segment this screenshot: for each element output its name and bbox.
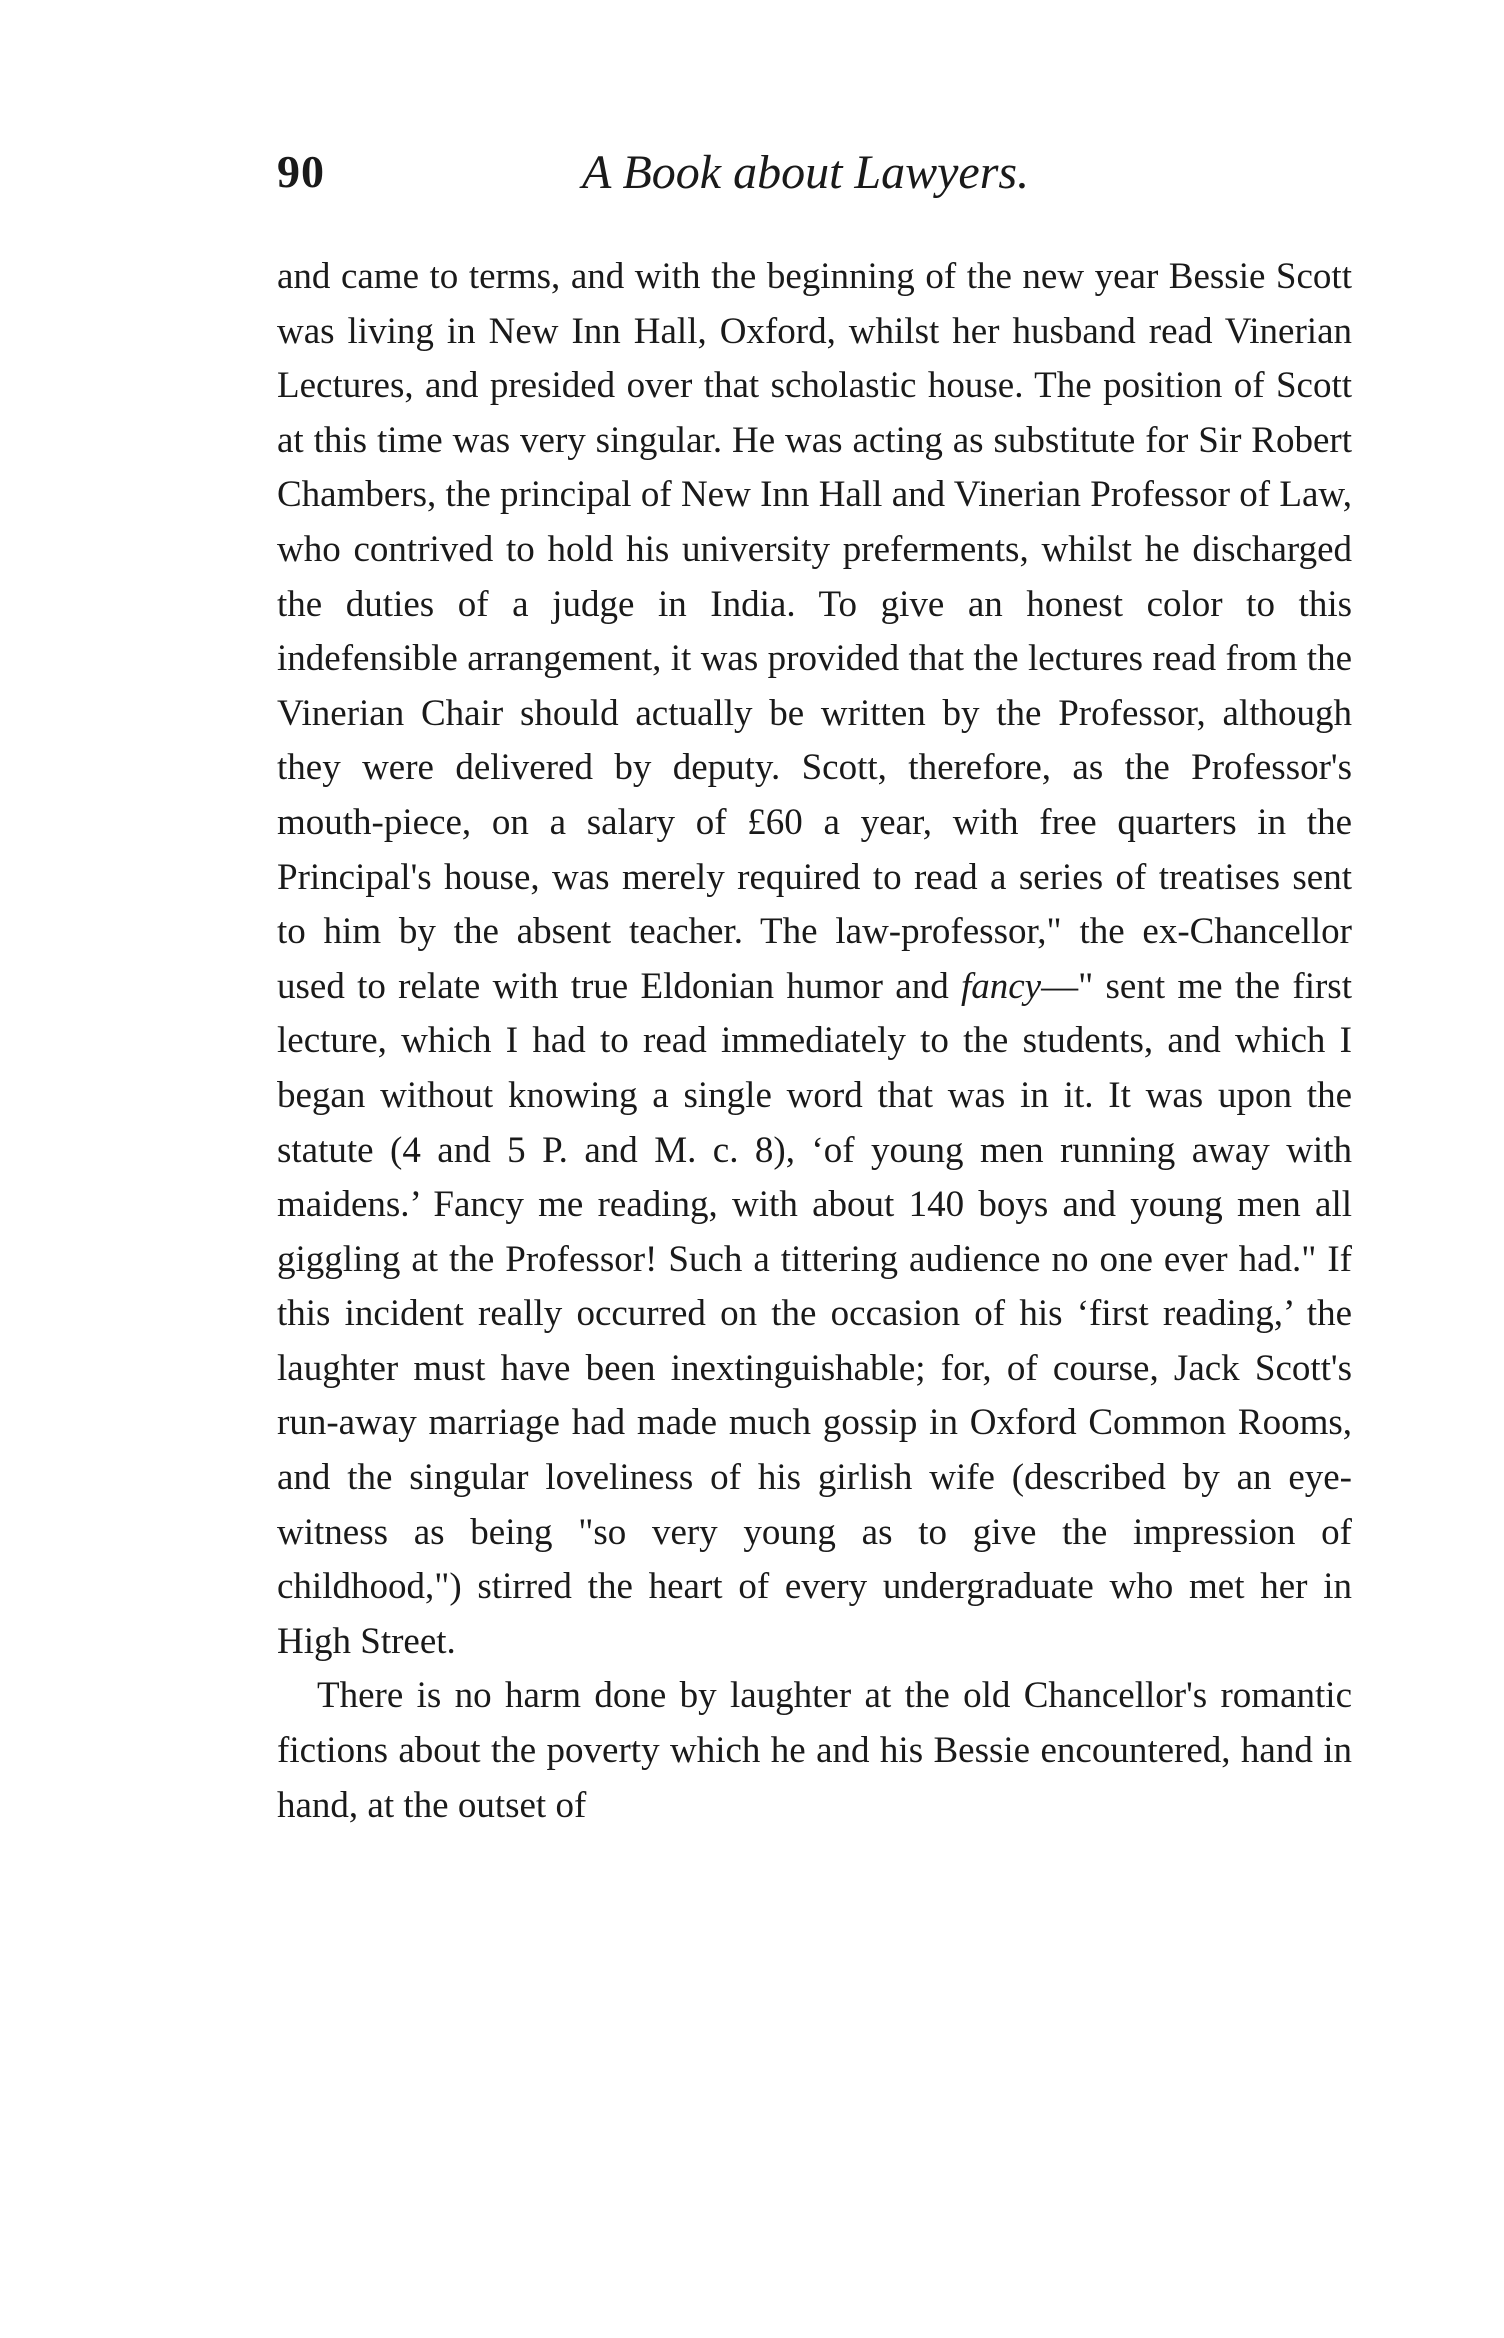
paragraph-2: There is no harm done by laughter at the old Chancellor's romantic fictions about the poverty which he and his Bessie encountered, hand in hand, at the outset of <box>277 1675 1352 1826</box>
body-text <box>277 250 1352 1833</box>
paragraph-1-text-a: and came to terms, and with the beginning of the new year Bessie Scott was living in New Inn Hall, Oxford, whilst her husband read Vinerian Lectures, and presided over that scholastic house. The position of Scott at this time was very singular. He was acting as substitute for Sir Robert Chambers, the principal of New Inn Hall and Vinerian Professor of Law, who contrived to hold his university preferments, whilst he discharged the duties of a judge in India. To give an honest color to this indefensible arrangement, it was provided that the lectures read from the Vinerian Chair should actually be written by the Professor, although they were delivered by deputy. Scott, therefore, as the Professor's mouth-piece, on a salary of £60 a year, with free quarters in the Principal's house, was merely required to read a series of treatises sent to him by the absent teacher. The law-professor," the ex-Chancellor used to relate with true Eldonian humor and <box>277 256 1352 1007</box>
paragraph-1 <box>277 250 1352 1669</box>
paragraph-1-emphasis: fancy <box>960 965 1042 1007</box>
running-title: A Book about Lawyers. <box>582 146 1030 199</box>
running-head <box>277 145 1352 205</box>
page-number: 90 <box>277 146 325 197</box>
paragraph-1-text-b: —" sent me the first lecture, which I had to read immediately to the students, and which I began without knowing a single word that was in it. It was upon the statute (4 and 5 P. and M. c. 8), ‘of young men running away with maidens.’ Fancy me reading, with about 140 boys and young men all giggling at the Professor! Such a tittering audience no one ever had." If this incident really occurred on the occasion of his ‘first reading,’ the laughter must have been inextinguishable; for, of course, Jack Scott's run-away marriage had made much gossip in Oxford Common Rooms, and the singular loveliness of his girlish wife (described by an eye-witness as being "so very young as to give the impression of childhood,") stirred the heart of every undergraduate who met her in High Street. <box>277 965 1352 1662</box>
